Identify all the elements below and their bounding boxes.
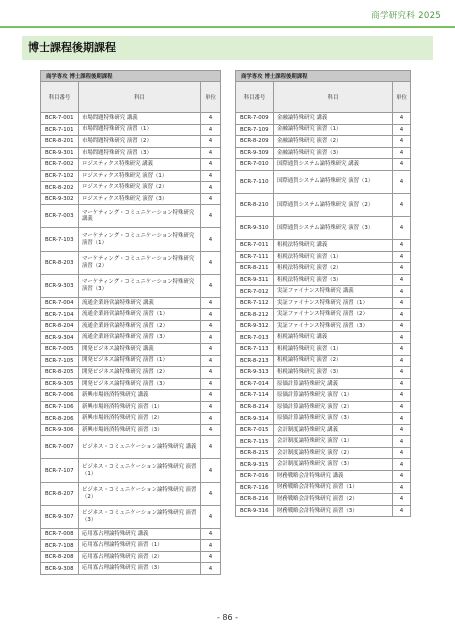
table-row	[236, 113, 411, 125]
course-credits: 4	[393, 136, 411, 148]
course-name: 租税法特殊研究 演習（3）	[274, 274, 393, 286]
course-code: BCR-9-308	[41, 563, 79, 575]
course-credits: 4	[393, 297, 411, 309]
course-code: BCR-8-214	[236, 401, 274, 413]
table-row	[41, 344, 221, 356]
course-name: 原価計算論特殊研究 演習（2）	[274, 401, 393, 413]
table-row	[41, 170, 221, 182]
course-name: 原価計算論特殊研究 演習（3）	[274, 413, 393, 425]
course-name: マーケティング・コミュニケーション特殊研究 講義	[79, 205, 201, 228]
course-credits: 4	[393, 447, 411, 459]
table-row	[41, 297, 221, 309]
table-row	[236, 297, 411, 309]
course-code: BCR-7-004	[41, 297, 79, 309]
column-header-credits: 単位	[393, 82, 411, 113]
table-category: 商学専攻 博士課程後期課程	[41, 71, 221, 82]
course-credits: 4	[393, 343, 411, 355]
course-credits: 4	[393, 355, 411, 367]
header-rule	[0, 26, 455, 28]
course-code: BCR-9-316	[236, 505, 274, 517]
course-code: BCR-7-106	[41, 401, 79, 413]
course-credits: 4	[393, 124, 411, 136]
course-credits: 4	[393, 505, 411, 517]
course-name: 応用寡占理論特殊研究 演習（2）	[79, 551, 201, 563]
course-code: BCR-7-006	[41, 390, 79, 402]
course-code: BCR-7-001	[41, 113, 79, 125]
course-name: 金融論特殊研究 講義	[274, 113, 393, 125]
table-row	[236, 170, 411, 193]
course-name: 金融論特殊研究 演習（1）	[274, 124, 393, 136]
course-code: BCR-8-203	[41, 251, 79, 274]
table-row	[41, 136, 221, 148]
column-header-code: 科目番号	[41, 82, 79, 113]
course-name: マーケティング・コミュニケーション特殊研究 演習（2）	[79, 251, 201, 274]
table-category: 商学専攻 博士課程後期課程	[236, 71, 411, 82]
table-row	[41, 355, 221, 367]
table-row	[41, 390, 221, 402]
course-credits: 4	[201, 332, 221, 344]
course-code: BCR-7-116	[236, 482, 274, 494]
table-row	[236, 378, 411, 390]
table-row	[236, 216, 411, 239]
course-code: BCR-7-101	[41, 124, 79, 136]
course-name: 市場問題特殊研究 演習（2）	[79, 136, 201, 148]
course-credits: 4	[393, 320, 411, 332]
table-row	[41, 367, 221, 379]
course-name: 会計制度論特殊研究 講義	[274, 424, 393, 436]
course-credits: 4	[201, 528, 221, 540]
table-row	[236, 494, 411, 506]
course-code: BCR-8-213	[236, 355, 274, 367]
page-number: - 86 -	[216, 613, 239, 622]
course-code: BCR-8-210	[236, 193, 274, 216]
table-row	[236, 159, 411, 171]
course-name: 新興市場経済特殊研究 講義	[79, 390, 201, 402]
course-credits: 4	[201, 297, 221, 309]
table-row	[41, 482, 221, 505]
course-name: 会計制度論特殊研究 演習（1）	[274, 436, 393, 448]
course-code: BCR-7-014	[236, 378, 274, 390]
table-row	[236, 413, 411, 425]
course-name: 開発ビジネス論特殊研究 演習（1）	[79, 355, 201, 367]
course-name: 市場問題特殊研究 演習（3）	[79, 147, 201, 159]
table-row	[236, 332, 411, 344]
course-credits: 4	[393, 390, 411, 402]
table-row	[41, 401, 221, 413]
course-name: 国際通貨システム論特殊研究 講義	[274, 159, 393, 171]
course-code: BCR-8-202	[41, 182, 79, 194]
table-row	[41, 540, 221, 552]
table-row	[41, 309, 221, 321]
course-credits: 4	[201, 159, 221, 171]
table-row	[236, 286, 411, 298]
table-row	[41, 159, 221, 171]
course-code: BCR-7-009	[236, 113, 274, 125]
course-code: BCR-8-216	[236, 494, 274, 506]
course-name: 新興市場経済特殊研究 演習（1）	[79, 401, 201, 413]
course-name: 実証ファイナンス特殊研究 演習（1）	[274, 297, 393, 309]
course-credits: 4	[201, 251, 221, 274]
course-name: 租税法特殊研究 演習（2）	[274, 263, 393, 275]
course-credits: 4	[201, 309, 221, 321]
course-name: 財務戦略会計特殊研究 演習（2）	[274, 494, 393, 506]
course-credits: 4	[393, 251, 411, 263]
course-code: BCR-8-212	[236, 309, 274, 321]
table-row	[236, 390, 411, 402]
course-code: BCR-8-211	[236, 263, 274, 275]
course-name: 市場問題特殊研究 演習（1）	[79, 124, 201, 136]
course-name: ビジネス・コミュニケーション論特殊研究 演習（2）	[79, 482, 201, 505]
course-code: BCR-9-302	[41, 193, 79, 205]
course-credits: 4	[201, 378, 221, 390]
course-name: 財務戦略会計特殊研究 演習（3）	[274, 505, 393, 517]
table-row	[41, 228, 221, 251]
course-code: BCR-8-209	[236, 136, 274, 148]
course-credits: 4	[393, 413, 411, 425]
course-credits: 4	[393, 424, 411, 436]
table-row	[236, 343, 411, 355]
course-code: BCR-7-015	[236, 424, 274, 436]
table-row	[236, 367, 411, 379]
course-code: BCR-9-310	[236, 216, 274, 239]
column-header-code: 科目番号	[236, 82, 274, 113]
header-title: 商学研究科 2025	[371, 11, 441, 21]
course-code: BCR-9-303	[41, 274, 79, 297]
course-credits: 4	[393, 263, 411, 275]
table-row	[236, 263, 411, 275]
course-name: 租税論特殊研究 演習（1）	[274, 343, 393, 355]
table-row	[41, 274, 221, 297]
course-code: BCR-7-007	[41, 436, 79, 459]
course-name: 原価計算論特殊研究 講義	[274, 378, 393, 390]
course-credits: 4	[201, 182, 221, 194]
course-credits: 4	[393, 193, 411, 216]
course-code: BCR-8-207	[41, 482, 79, 505]
course-code: BCR-9-311	[236, 274, 274, 286]
course-credits: 4	[393, 459, 411, 471]
course-code: BCR-9-307	[41, 505, 79, 528]
table-row	[41, 424, 221, 436]
table-row	[236, 136, 411, 148]
table-row	[236, 193, 411, 216]
course-code: BCR-9-306	[41, 424, 79, 436]
course-name: 実証ファイナンス特殊研究 講義	[274, 286, 393, 298]
course-name: ビジネス・コミュニケーション論特殊研究 演習（1）	[79, 459, 201, 482]
course-code: BCR-8-208	[41, 551, 79, 563]
table-row	[41, 332, 221, 344]
course-credits: 4	[393, 482, 411, 494]
course-credits: 4	[393, 436, 411, 448]
table-row	[41, 182, 221, 194]
course-credits: 4	[201, 401, 221, 413]
table-row	[41, 113, 221, 125]
course-credits: 4	[201, 563, 221, 575]
course-code: BCR-7-008	[41, 528, 79, 540]
course-code: BCR-7-103	[41, 228, 79, 251]
course-name: ロジスティクス特殊研究 演習（3）	[79, 193, 201, 205]
course-name: 租税論特殊研究 演習（3）	[274, 367, 393, 379]
course-credits: 4	[201, 147, 221, 159]
course-credits: 4	[201, 344, 221, 356]
course-name: 流通企業経営論特殊研究 演習（2）	[79, 320, 201, 332]
course-credits: 4	[393, 309, 411, 321]
course-name: 金融論特殊研究 演習（2）	[274, 136, 393, 148]
course-credits: 4	[201, 136, 221, 148]
table-row	[41, 505, 221, 528]
column-header-subject: 科目	[274, 82, 393, 113]
table-row	[41, 563, 221, 575]
course-code: BCR-7-109	[236, 124, 274, 136]
course-name: 新興市場経済特殊研究 演習（3）	[79, 424, 201, 436]
course-credits: 4	[201, 355, 221, 367]
table-row	[236, 447, 411, 459]
course-credits: 4	[393, 240, 411, 252]
course-name: 原価計算論特殊研究 演習（1）	[274, 390, 393, 402]
course-code: BCR-7-108	[41, 540, 79, 552]
course-code: BCR-9-305	[41, 378, 79, 390]
course-credits: 4	[393, 286, 411, 298]
course-code: BCR-9-309	[236, 147, 274, 159]
course-code: BCR-8-204	[41, 320, 79, 332]
course-credits: 4	[393, 494, 411, 506]
course-name: 流通企業経営論特殊研究 講義	[79, 297, 201, 309]
course-credits: 4	[393, 170, 411, 193]
table-row	[41, 551, 221, 563]
table-row	[236, 274, 411, 286]
course-credits: 4	[201, 367, 221, 379]
course-name: ビジネス・コミュニケーション論特殊研究 講義	[79, 436, 201, 459]
course-credits: 4	[201, 413, 221, 425]
course-credits: 4	[201, 170, 221, 182]
course-credits: 4	[201, 205, 221, 228]
course-code: BCR-7-112	[236, 297, 274, 309]
course-code: BCR-7-005	[41, 344, 79, 356]
course-name: 租税論特殊研究 講義	[274, 332, 393, 344]
course-name: 開発ビジネス論特殊研究 演習（3）	[79, 378, 201, 390]
course-credits: 4	[201, 193, 221, 205]
course-name: 会計制度論特殊研究 演習（3）	[274, 459, 393, 471]
table-row	[41, 124, 221, 136]
table-row	[41, 147, 221, 159]
course-code: BCR-9-301	[41, 147, 79, 159]
table-row	[41, 251, 221, 274]
course-name: 租税論特殊研究 演習（2）	[274, 355, 393, 367]
course-code: BCR-7-010	[236, 159, 274, 171]
table-row	[41, 378, 221, 390]
course-name: マーケティング・コミュニケーション特殊研究 演習（1）	[79, 228, 201, 251]
course-code: BCR-8-201	[41, 136, 79, 148]
course-code: BCR-7-113	[236, 343, 274, 355]
table-row	[236, 436, 411, 448]
course-credits: 4	[393, 113, 411, 125]
course-name: 応用寡占理論特殊研究 演習（3）	[79, 563, 201, 575]
column-header-credits: 単位	[201, 82, 221, 113]
course-code: BCR-7-002	[41, 159, 79, 171]
course-credits: 4	[201, 482, 221, 505]
course-code: BCR-7-013	[236, 332, 274, 344]
course-credits: 4	[201, 436, 221, 459]
course-name: 国際通貨システム論特殊研究 演習（2）	[274, 193, 393, 216]
course-code: BCR-9-304	[41, 332, 79, 344]
course-name: ビジネス・コミュニケーション論特殊研究 演習（3）	[79, 505, 201, 528]
course-code: BCR-8-206	[41, 413, 79, 425]
course-name: マーケティング・コミュニケーション特殊研究 演習（3）	[79, 274, 201, 297]
table-row	[236, 471, 411, 483]
column-header-subject: 科目	[79, 82, 201, 113]
course-name: 流通企業経営論特殊研究 演習（1）	[79, 309, 201, 321]
course-code: BCR-7-105	[41, 355, 79, 367]
course-credits: 4	[201, 274, 221, 297]
course-credits: 4	[201, 505, 221, 528]
course-credits: 4	[201, 320, 221, 332]
course-code: BCR-8-205	[41, 367, 79, 379]
course-code: BCR-7-114	[236, 390, 274, 402]
course-credits: 4	[201, 113, 221, 125]
course-name: ロジスティクス特殊研究 演習（1）	[79, 170, 201, 182]
course-name: ロジスティクス特殊研究 演習（2）	[79, 182, 201, 194]
course-code: BCR-7-115	[236, 436, 274, 448]
table-row	[41, 413, 221, 425]
course-name: 金融論特殊研究 演習（3）	[274, 147, 393, 159]
course-name: ロジスティクス特殊研究 講義	[79, 159, 201, 171]
course-credits: 4	[393, 401, 411, 413]
table-row	[41, 193, 221, 205]
course-name: 実証ファイナンス特殊研究 演習（2）	[274, 309, 393, 321]
course-name: 応用寡占理論特殊研究 演習（1）	[79, 540, 201, 552]
course-code: BCR-7-111	[236, 251, 274, 263]
table-row	[236, 482, 411, 494]
course-name: 応用寡占理論特殊研究 講義	[79, 528, 201, 540]
course-credits: 4	[393, 367, 411, 379]
table-row	[236, 309, 411, 321]
table-row	[41, 459, 221, 482]
course-code: BCR-8-215	[236, 447, 274, 459]
course-name: 市場問題特殊研究 講義	[79, 113, 201, 125]
table-row	[236, 147, 411, 159]
table-row	[236, 459, 411, 471]
course-credits: 4	[201, 390, 221, 402]
course-code: BCR-7-110	[236, 170, 274, 193]
course-name: 新興市場経済特殊研究 演習（2）	[79, 413, 201, 425]
course-name: 流通企業経営論特殊研究 演習（3）	[79, 332, 201, 344]
table-row	[236, 424, 411, 436]
course-code: BCR-7-011	[236, 240, 274, 252]
table-row	[41, 205, 221, 228]
course-credits: 4	[201, 424, 221, 436]
course-code: BCR-9-313	[236, 367, 274, 379]
course-code: BCR-7-003	[41, 205, 79, 228]
course-code: BCR-9-312	[236, 320, 274, 332]
table-row	[236, 401, 411, 413]
course-credits: 4	[393, 332, 411, 344]
table-row	[236, 124, 411, 136]
course-credits: 4	[201, 228, 221, 251]
course-credits: 4	[201, 459, 221, 482]
course-credits: 4	[393, 274, 411, 286]
course-code: BCR-7-104	[41, 309, 79, 321]
course-name: 租税法特殊研究 講義	[274, 240, 393, 252]
table-row	[236, 240, 411, 252]
course-code: BCR-7-102	[41, 170, 79, 182]
course-code: BCR-7-016	[236, 471, 274, 483]
table-row	[41, 436, 221, 459]
table-row	[236, 320, 411, 332]
course-name: 国際通貨システム論特殊研究 演習（3）	[274, 216, 393, 239]
course-credits: 4	[201, 551, 221, 563]
course-code: BCR-9-314	[236, 413, 274, 425]
course-credits: 4	[201, 124, 221, 136]
course-name: 開発ビジネス論特殊研究 講義	[79, 344, 201, 356]
table-row	[41, 320, 221, 332]
course-name: 財務戦略会計特殊研究 講義	[274, 471, 393, 483]
course-code: BCR-7-107	[41, 459, 79, 482]
course-name: 国際通貨システム論特殊研究 演習（1）	[274, 170, 393, 193]
course-name: 実証ファイナンス特殊研究 演習（3）	[274, 320, 393, 332]
course-code: BCR-9-315	[236, 459, 274, 471]
table-row	[236, 355, 411, 367]
course-table-right	[235, 70, 411, 517]
course-table-left	[40, 70, 221, 575]
table-row	[41, 528, 221, 540]
course-credits: 4	[393, 159, 411, 171]
course-name: 開発ビジネス論特殊研究 演習（2）	[79, 367, 201, 379]
course-credits: 4	[393, 216, 411, 239]
course-credits: 4	[393, 471, 411, 483]
course-name: 会計制度論特殊研究 演習（2）	[274, 447, 393, 459]
course-credits: 4	[393, 147, 411, 159]
table-row	[236, 505, 411, 517]
course-credits: 4	[201, 540, 221, 552]
course-name: 財務戦略会計特殊研究 演習（1）	[274, 482, 393, 494]
section-title: 博士課程後期課程	[22, 36, 433, 60]
course-name: 租税法特殊研究 演習（1）	[274, 251, 393, 263]
course-code: BCR-7-012	[236, 286, 274, 298]
table-row	[236, 251, 411, 263]
course-credits: 4	[393, 378, 411, 390]
